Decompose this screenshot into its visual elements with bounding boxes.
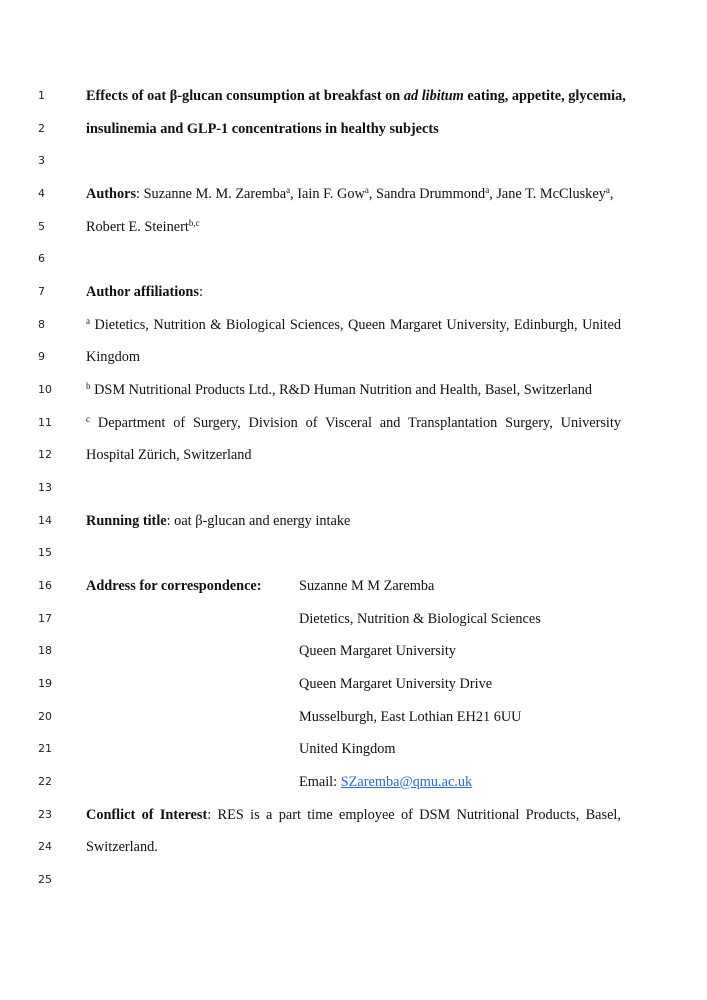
line-number: 7: [38, 285, 45, 298]
correspondence-dept: Dietetics, Nutrition & Biological Sciences: [299, 611, 541, 627]
author-name: Sandra Drummond: [376, 186, 486, 202]
line-number: 10: [38, 383, 52, 396]
line-number: 18: [38, 644, 52, 657]
line-number: 24: [38, 840, 52, 853]
correspondence-city: Musselburgh, East Lothian EH21 6UU: [299, 709, 522, 725]
line-number: 13: [38, 481, 52, 494]
affiliation-c-cont: Hospital Zürich, Switzerland: [86, 447, 252, 463]
running-title: Running title: oat β-glucan and energy intake: [86, 513, 351, 529]
affiliation-a-cont: Kingdom: [86, 349, 141, 365]
line-number: 12: [38, 448, 52, 461]
affiliation-b: $^b$ DSM Nutritional Products Ltd., R&D Human Nutrition and Health, Basel, Switzerland: [86, 381, 593, 398]
line-number: 14: [38, 514, 52, 527]
paper-title-line-1: Effects of oat β-glucan consumption at breakfast on ad libitum eating, appetite, glycemia,: [86, 88, 626, 104]
line-number: 1: [38, 89, 45, 102]
affiliation-c: $^c$ Department of Surgery, Division of Visceral and Transplantation Surgery, University: [86, 414, 621, 431]
line-number: 16: [38, 579, 52, 592]
correspondence-university: Queen Margaret University: [299, 643, 456, 659]
line-number: 9: [38, 350, 45, 363]
correspondence-name: Suzanne M M Zaremba: [299, 578, 435, 594]
line-number: 6: [38, 252, 45, 265]
line-number: 25: [38, 873, 52, 886]
paper-title-line-2: insulinemia and GLP-1 concentrations in healthy subjects: [86, 121, 439, 137]
authors-line-1: Authors: Suzanne M. M. Zaremba$^a$, Iain F. Gow$^a$, Sandra Drummond$^a$, Jane T. McCluskey$^a$,: [86, 185, 614, 202]
conflict-of-interest-cont: Switzerland.: [86, 839, 158, 855]
line-number: 17: [38, 612, 52, 625]
correspondence-email-line: Email: SZaremba@qmu.ac.uk: [299, 774, 473, 790]
line-number: 2: [38, 122, 45, 135]
line-number: 20: [38, 710, 52, 723]
line-number: 22: [38, 775, 52, 788]
author-name: Jane T. McCluskey: [496, 186, 606, 202]
email-link[interactable]: SZaremba@qmu.ac.uk: [340, 774, 473, 790]
line-number: 8: [38, 318, 45, 331]
line-number: 3: [38, 154, 45, 167]
conflict-of-interest: Conflict of Interest: RES is a part time employee of DSM Nutritional Products, Basel,: [86, 807, 621, 823]
authors-label: Authors: [86, 186, 137, 202]
correspondence-street: Queen Margaret University Drive: [299, 676, 493, 692]
affiliation-a: $^a$ Dietetics, Nutrition & Biological Sciences, Queen Margaret University, Edinburgh, United: [86, 316, 621, 333]
author-name: Suzanne M. M. Zaremba: [143, 186, 287, 202]
line-number: 4: [38, 187, 45, 200]
affiliations-heading: Author affiliations:: [86, 284, 203, 300]
line-number: 11: [38, 416, 52, 429]
line-number: 5: [38, 220, 45, 233]
author-name: Robert E. Steinert: [86, 219, 189, 235]
author-name: Iain F. Gow: [297, 186, 365, 202]
authors-line-2: Robert E. Steinert$^{b,c}$: [86, 218, 200, 235]
line-number: 19: [38, 677, 52, 690]
correspondence-country: United Kingdom: [299, 741, 396, 757]
line-number: 21: [38, 742, 52, 755]
line-number: 15: [38, 546, 52, 559]
line-number: 23: [38, 808, 52, 821]
correspondence-label: Address for correspondence:: [86, 578, 262, 594]
